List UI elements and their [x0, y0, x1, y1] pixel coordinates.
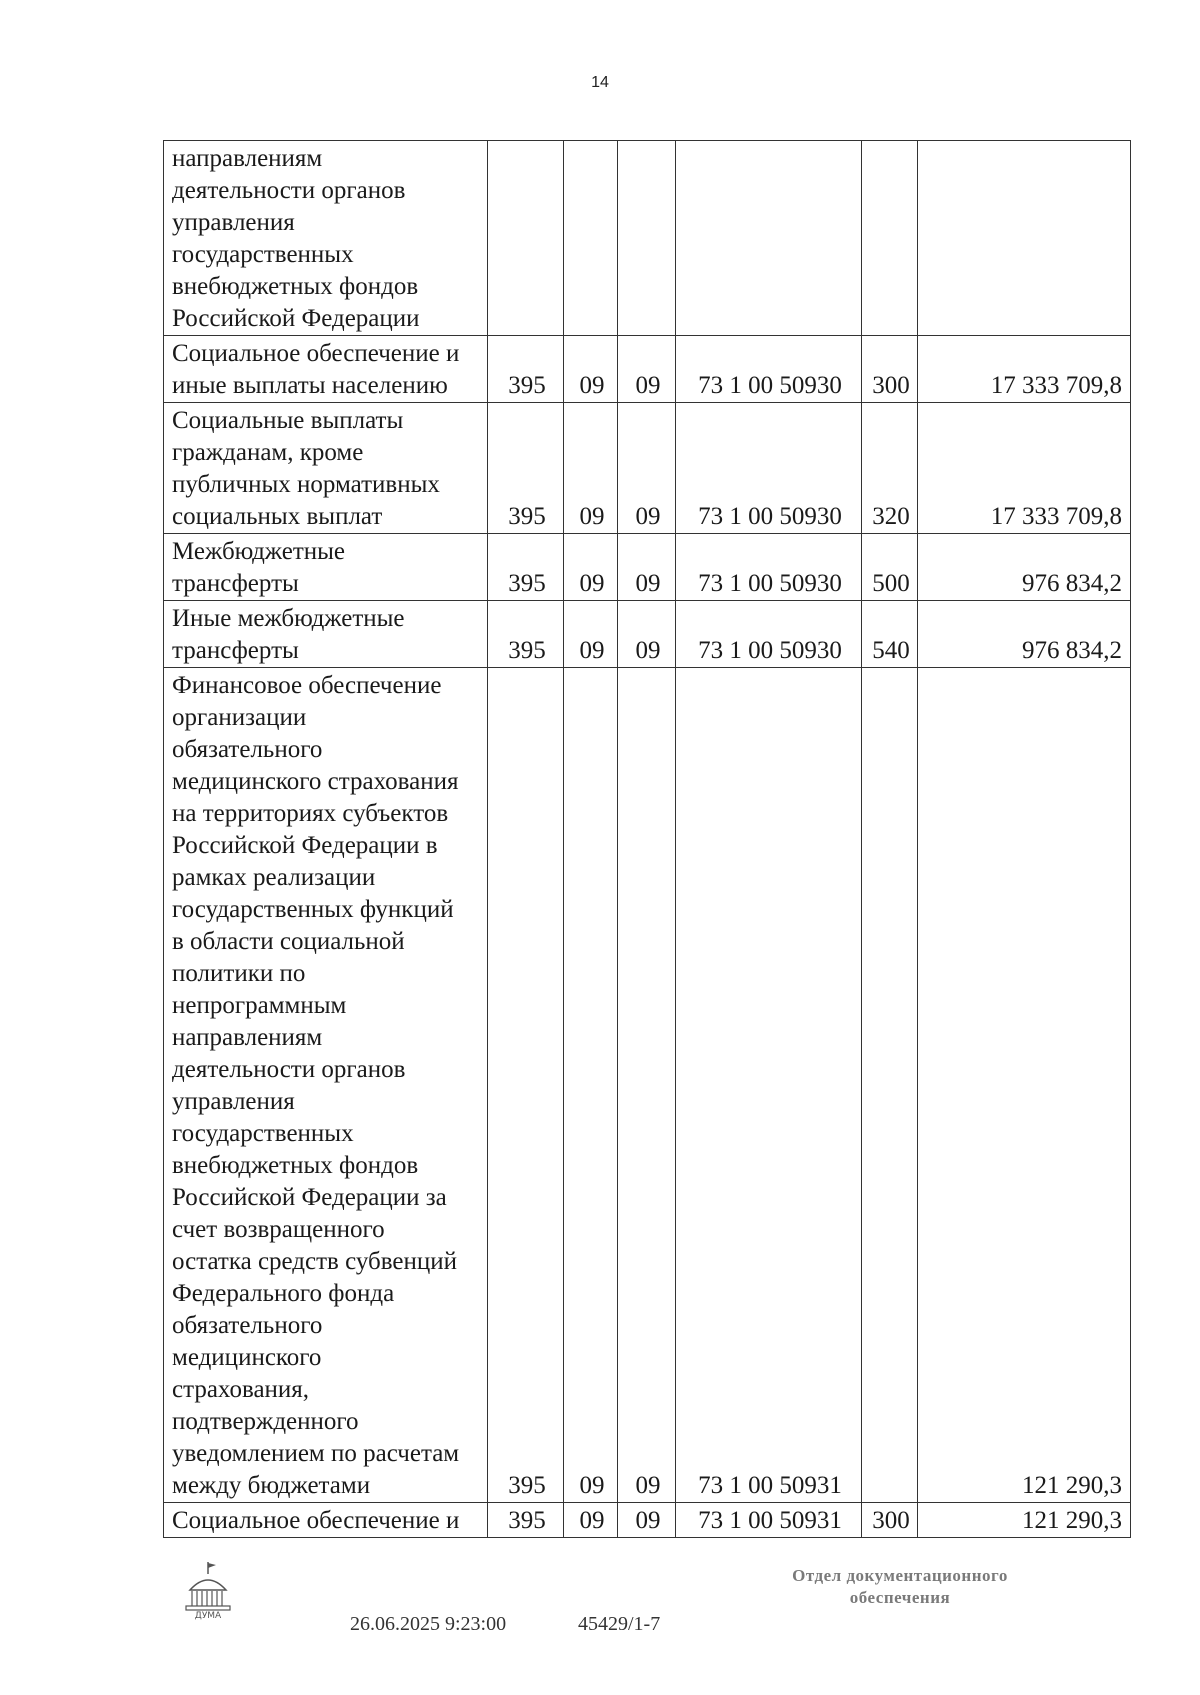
cell-amount: 121 290,3 [918, 668, 1131, 1503]
cell-target-article: 73 1 00 50931 [676, 1503, 862, 1538]
cell-subsection: 09 [618, 403, 676, 534]
cell-section: 09 [564, 336, 618, 403]
cell-subsection: 09 [618, 668, 676, 1503]
table-row [164, 668, 1131, 1503]
cell-ved [488, 141, 564, 336]
cell-target-article: 73 1 00 50930 [676, 534, 862, 601]
budget-table [163, 140, 1131, 1538]
table-row [164, 403, 1131, 534]
cell-name: Межбюджетные трансферты [164, 534, 488, 601]
cell-subsection: 09 [618, 534, 676, 601]
cell-expense-type: 320 [862, 403, 918, 534]
cell-subsection: 09 [618, 336, 676, 403]
cell-section [564, 141, 618, 336]
cell-target-article: 73 1 00 50930 [676, 403, 862, 534]
table-row [164, 141, 1131, 336]
cell-ved: 395 [488, 668, 564, 1503]
cell-name: направлениям деятельности органов управления государственных внебюджетных фондов Российской Федерации [164, 141, 488, 336]
cell-target-article: 73 1 00 50931 [676, 668, 862, 1503]
duma-logo-icon [180, 1560, 236, 1620]
cell-expense-type: 540 [862, 601, 918, 668]
cell-ved: 395 [488, 534, 564, 601]
cell-target-article [676, 141, 862, 336]
cell-amount: 121 290,3 [918, 1503, 1131, 1538]
cell-name: Иные межбюджетные трансферты [164, 601, 488, 668]
cell-name: Финансовое обеспечение организации обязательного медицинского страхования на территориях субъектов Российской Федерации в рамках реализации государственных функций в области социальной политики по непрограммным направлениям деятельности органов управления государственных внебюджетных фондов Российской Федерации за счет возвращенного остатка средств субвенций Федерального фонда обязательного медицинского страхования, подтвержденного уведомлением по расчетам между бюджетами [164, 668, 488, 1503]
cell-ved: 395 [488, 601, 564, 668]
footer-doc-number: 45429/1-7 [578, 1613, 661, 1635]
stamp-line-1: Отдел документационного [792, 1566, 1008, 1585]
page-number: 14 [591, 74, 609, 91]
cell-name: Социальное обеспечение и [164, 1503, 488, 1538]
cell-amount: 17 333 709,8 [918, 336, 1131, 403]
cell-target-article: 73 1 00 50930 [676, 601, 862, 668]
cell-subsection [618, 141, 676, 336]
cell-section: 09 [564, 668, 618, 1503]
cell-expense-type: 500 [862, 534, 918, 601]
cell-amount: 976 834,2 [918, 601, 1131, 668]
cell-amount: 976 834,2 [918, 534, 1131, 601]
cell-target-article: 73 1 00 50930 [676, 336, 862, 403]
cell-expense-type [862, 668, 918, 1503]
cell-subsection: 09 [618, 1503, 676, 1538]
cell-name: Социальные выплаты гражданам, кроме публичных нормативных социальных выплат [164, 403, 488, 534]
cell-ved: 395 [488, 336, 564, 403]
table-row [164, 1503, 1131, 1538]
cell-expense-type: 300 [862, 1503, 918, 1538]
stamp-line-2: обеспечения [849, 1588, 951, 1607]
cell-ved: 395 [488, 403, 564, 534]
cell-name: Социальное обеспечение и иные выплаты населению [164, 336, 488, 403]
table-row [164, 336, 1131, 403]
cell-section: 09 [564, 601, 618, 668]
table-row [164, 534, 1131, 601]
cell-section: 09 [564, 403, 618, 534]
cell-section: 09 [564, 1503, 618, 1538]
table-row [164, 601, 1131, 668]
cell-section: 09 [564, 534, 618, 601]
cell-subsection: 09 [618, 601, 676, 668]
cell-expense-type: 300 [862, 336, 918, 403]
cell-amount: 17 333 709,8 [918, 403, 1131, 534]
footer-datetime: 26.06.2025 9:23:00 [350, 1613, 507, 1635]
cell-expense-type [862, 141, 918, 336]
department-stamp [730, 1565, 1070, 1609]
cell-ved: 395 [488, 1503, 564, 1538]
cell-amount [918, 141, 1131, 336]
duma-logo-text: ДУМА [194, 1611, 222, 1620]
